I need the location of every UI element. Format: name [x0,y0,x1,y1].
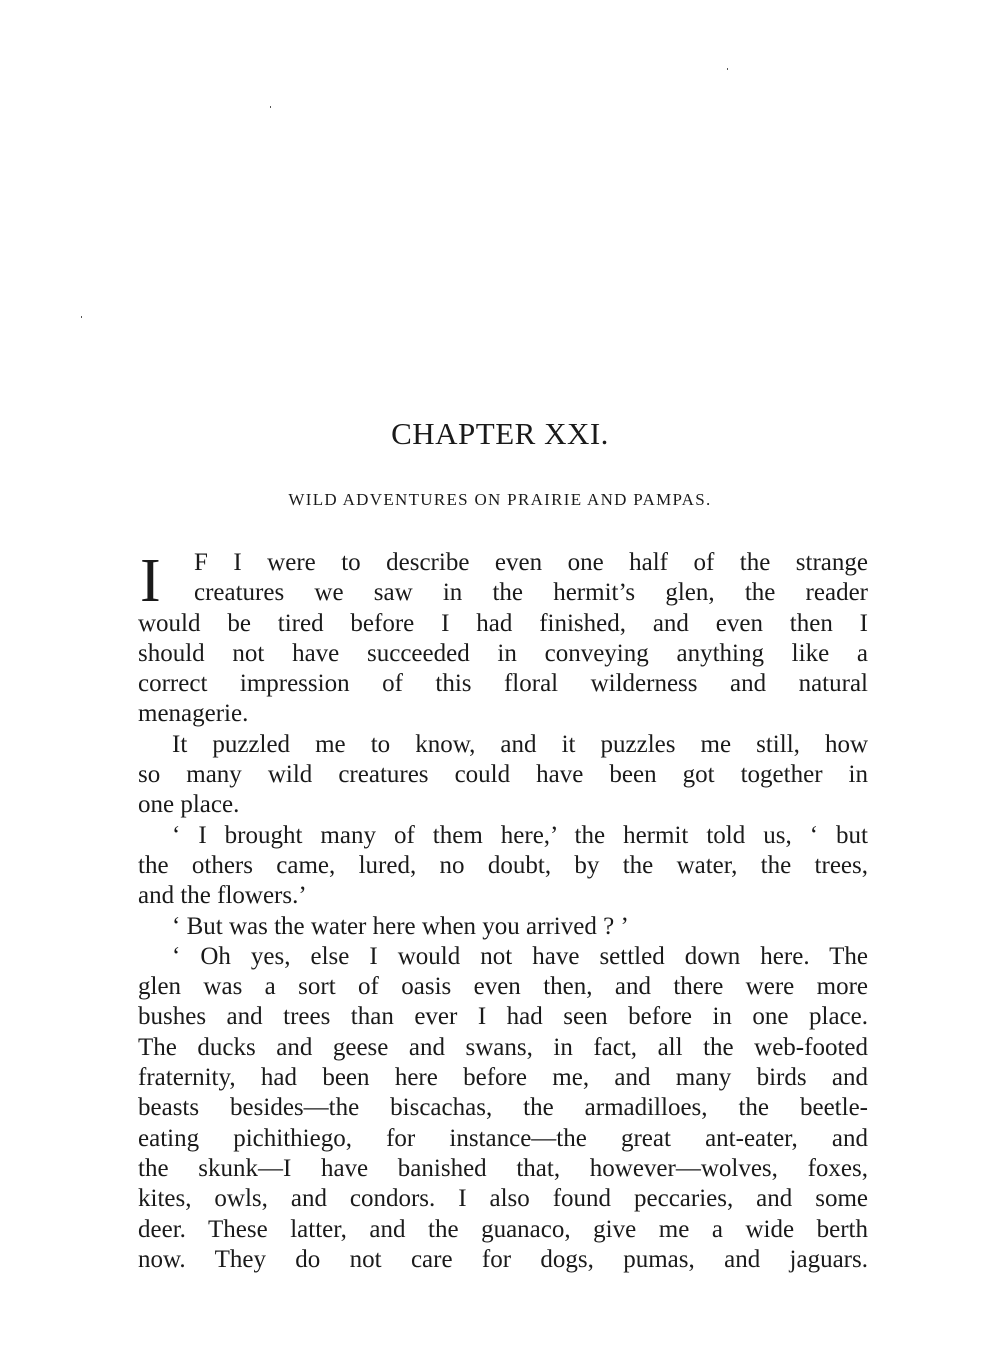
text-line: beasts besides—the biscachas, the armadilloes, the beetle- [138,1094,868,1122]
drop-cap: I [140,547,161,615]
text-line: deer. These latter, and the guanaco, give me a wide berth [138,1215,868,1243]
text-line: one place. [138,791,240,819]
chapter-title: CHAPTER XXI. [391,416,609,451]
paper-speck [81,316,82,318]
text-line: correct impression of this floral wilderness and natural [138,670,868,698]
text-line: ‘ Oh yes, else I would not have settled down here. The [172,942,868,970]
text-line: The ducks and geese and swans, in fact, all the web-footed [138,1033,868,1061]
text-line: kites, owls, and condors. I also found peccaries, and some [138,1185,868,1213]
text-line: should not have succeeded in conveying anything like a [138,639,868,667]
text-line: so many wild creatures could have been got together in [138,761,868,789]
text-line: now. They do not care for dogs, pumas, and jaguars. [138,1245,868,1273]
text-line: the others came, lured, no doubt, by the water, the trees, [138,851,868,879]
text-line: eating pichithiego, for instance—the great ant-eater, and [138,1124,868,1152]
text-line: the skunk—I have banished that, however—wolves, foxes, [138,1154,868,1182]
text-line: would be tired before I had finished, and even then I [138,609,868,637]
text-line: It puzzled me to know, and it puzzles me still, how [172,730,868,758]
text-line: creatures we saw in the hermit’s glen, the reader [194,579,868,607]
chapter-body [138,548,868,1275]
text-line: F I were to describe even one half of the strange [194,549,868,576]
text-line: bushes and trees than ever I had seen before in one place. [138,1003,868,1031]
text-line: menagerie. [138,700,249,728]
text-line: fraternity, had been here before me, and many birds and [138,1064,868,1092]
text-line: ‘ I brought many of them here,’ the hermit told us, ‘ but [172,821,868,849]
paper-speck [727,68,728,70]
text-line: glen was a sort of oasis even then, and there were more [138,973,868,1001]
chapter-subtitle: WILD ADVENTURES ON PRAIRIE AND PAMPAS. [288,490,712,509]
paper-speck [270,106,271,108]
text-line: ‘ But was the water here when you arrived ? ’ [172,912,629,940]
text-line: and the flowers.’ [138,882,307,910]
